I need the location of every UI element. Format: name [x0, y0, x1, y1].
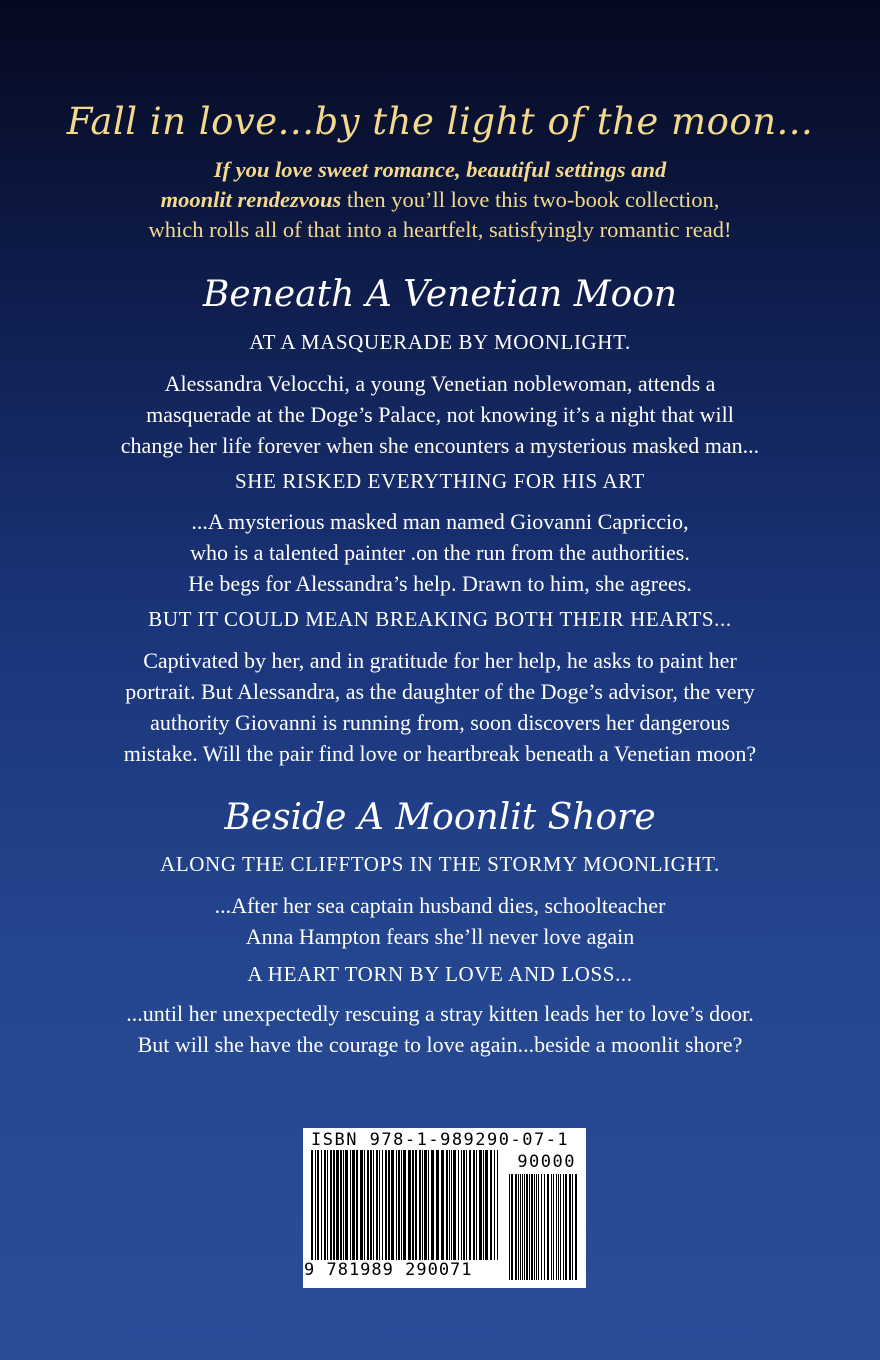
barcode-bar [376, 1150, 378, 1260]
barcode-bar [360, 1150, 363, 1260]
barcode-bar [463, 1150, 465, 1260]
barcode-bar [317, 1150, 319, 1260]
book1-paragraph-3 [70, 645, 810, 769]
barcode-bar [403, 1150, 406, 1260]
text-line: But will she have the courage to love again...beside a moonlit shore? [137, 1032, 743, 1057]
barcode-bar [396, 1150, 397, 1260]
barcode-bar [415, 1150, 417, 1260]
barcode-bar [431, 1150, 434, 1260]
barcode-bar [476, 1150, 477, 1260]
barcode-addon-bar [553, 1174, 554, 1280]
book1-heading-1: AT A MASQUERADE BY MOONLIGHT. [249, 330, 631, 354]
barcode-addon-bar [522, 1174, 523, 1280]
book1-paragraph-1 [70, 368, 810, 461]
barcode-addon-bar [538, 1174, 539, 1280]
barcode-bar [412, 1150, 414, 1260]
barcode-addon-bar [569, 1174, 571, 1280]
barcode-bar [345, 1150, 348, 1260]
barcode-bar [373, 1150, 374, 1260]
barcode-bar [324, 1150, 326, 1260]
barcode-bar [449, 1150, 450, 1260]
barcode-bar [330, 1150, 332, 1260]
barcode-bar [333, 1150, 335, 1260]
barcode-addon-bar [520, 1174, 521, 1280]
barcode-bar [343, 1150, 344, 1260]
book1-heading-2: SHE RISKED EVERYTHING FOR HIS ART [235, 469, 645, 493]
text-line: Captivated by her, and in gratitude for her help, he asks to paint her [143, 648, 737, 673]
barcode-bar [364, 1150, 365, 1260]
barcode-bar [473, 1150, 475, 1260]
barcode-addon-bar [531, 1174, 533, 1280]
barcode-addon-bar [511, 1174, 513, 1280]
barcode-bar [311, 1150, 313, 1260]
isbn-label: ISBN 978-1-989290-07-1 [311, 1130, 570, 1150]
barcode-bar [424, 1150, 427, 1260]
text-line: change her life forever when she encounters a mysterious masked man... [120, 433, 760, 458]
intro-blurb [60, 155, 820, 245]
barcode-bar [356, 1150, 358, 1260]
barcode-bar [327, 1150, 328, 1260]
intro-bold-line-1: If you love sweet romance, beautiful settings and [213, 157, 667, 182]
barcode-bar [382, 1150, 383, 1260]
barcode-bar [494, 1150, 495, 1260]
barcode-bar [340, 1150, 342, 1260]
intro-line-3: which rolls all of that into a heartfelt, satisfyingly romantic read! [148, 217, 732, 242]
tagline: Fall in love...by the light of the moon... [66, 100, 814, 143]
barcode-addon-bar [534, 1174, 535, 1280]
book2-paragraph-1 [70, 890, 810, 952]
barcode-bar [350, 1150, 351, 1260]
text-line: He begs for Alessandra’s help. Drawn to him, she agrees. [188, 571, 692, 596]
barcode-bar [483, 1150, 484, 1260]
barcode-bar [497, 1150, 498, 1260]
text-line: Anna Hampton fears she’ll never love again [245, 924, 635, 949]
barcode-addon-bar [556, 1174, 557, 1280]
barcode-bar [352, 1150, 355, 1260]
barcode-bar [469, 1150, 471, 1260]
text-line: who is a talented painter .on the run from the authorities. [190, 540, 690, 565]
barcode-bar [367, 1150, 369, 1260]
barcode-addon-bar [526, 1174, 528, 1280]
barcode-bar [461, 1150, 462, 1260]
barcode-bar [446, 1150, 448, 1260]
barcode-bar [385, 1150, 387, 1260]
intro-bold-line-2: moonlit rendezvous [160, 187, 342, 212]
text-line: ...A mysterious masked man named Giovanni Capriccio, [191, 509, 689, 534]
barcode-addon-bar [509, 1174, 510, 1280]
book1-heading-3: BUT IT COULD MEAN BREAKING BOTH THEIR HEARTS... [148, 607, 732, 631]
text-line: authority Giovanni is running from, soon discovers her dangerous [150, 710, 730, 735]
barcode-addon-bar [524, 1174, 525, 1280]
intro-line-2-rest: then you’ll love this two-book collection, [341, 187, 720, 212]
book2-heading-2: A HEART TORN BY LOVE AND LOSS... [247, 962, 633, 986]
barcode-bar [379, 1150, 380, 1260]
price-code: 90000 [517, 1152, 576, 1172]
barcode-addon-bar [572, 1174, 573, 1280]
barcode-bar [451, 1150, 452, 1260]
book2-title: Beside A Moonlit Shore [224, 797, 656, 838]
barcode-addon-bar [515, 1174, 517, 1280]
barcode-bar [466, 1150, 467, 1260]
barcode-bar [422, 1150, 423, 1260]
barcode-bar [398, 1150, 400, 1260]
barcode-bar [321, 1150, 322, 1260]
barcode-bar [336, 1150, 339, 1260]
barcode-bar [428, 1150, 429, 1260]
text-line: masquerade at the Doge’s Palace, not knowing it’s a night that will [146, 402, 734, 427]
barcode-addon-bar [558, 1174, 559, 1280]
barcode-addon-bar [575, 1174, 577, 1280]
isbn-barcode [303, 1128, 586, 1288]
barcode-bar [479, 1150, 482, 1260]
barcode-bar [391, 1150, 394, 1260]
book2-heading-1: ALONG THE CLIFFTOPS IN THE STORMY MOONLIGHT. [160, 852, 720, 876]
barcode-bar [315, 1150, 316, 1260]
text-line: mistake. Will the pair find love or heartbreak beneath a Venetian moon? [123, 741, 757, 766]
barcode-bar [401, 1150, 402, 1260]
barcode-addon-bar [536, 1174, 537, 1280]
barcode-bar [408, 1150, 411, 1260]
barcode-addon-bar [541, 1174, 542, 1280]
barcode-bar [370, 1150, 372, 1260]
barcode-addon-bar [544, 1174, 545, 1280]
barcode-addon-bar [565, 1174, 567, 1280]
book2-paragraph-2 [70, 998, 810, 1060]
barcode-addon-bar [551, 1174, 552, 1280]
text-line: portrait. But Alessandra, as the daughter of the Doge’s advisor, the very [125, 679, 755, 704]
barcode-bar [419, 1150, 421, 1260]
barcode-bar [388, 1150, 390, 1260]
barcode-bar [485, 1150, 488, 1260]
text-line: Alessandra Velocchi, a young Venetian noblewoman, attends a [164, 371, 716, 396]
book1-paragraph-2 [70, 506, 810, 599]
barcode-addon-bar [529, 1174, 530, 1280]
barcode-bar [453, 1150, 456, 1260]
barcode-addon-bar [547, 1174, 549, 1280]
barcode-addon-bar [518, 1174, 519, 1280]
barcode-addon-bar [563, 1174, 564, 1280]
barcode-bar [441, 1150, 444, 1260]
barcode-bar [458, 1150, 459, 1260]
barcode-bar [436, 1150, 439, 1260]
ean-digits: 9 781989 290071 [304, 1260, 473, 1280]
barcode-addon-bar [560, 1174, 561, 1280]
barcode-bar [490, 1150, 492, 1260]
text-line: ...After her sea captain husband dies, schoolteacher [214, 893, 666, 918]
book1-title: Beneath A Venetian Moon [202, 274, 678, 315]
text-line: ...until her unexpectedly rescuing a stray kitten leads her to love’s door. [126, 1001, 754, 1026]
